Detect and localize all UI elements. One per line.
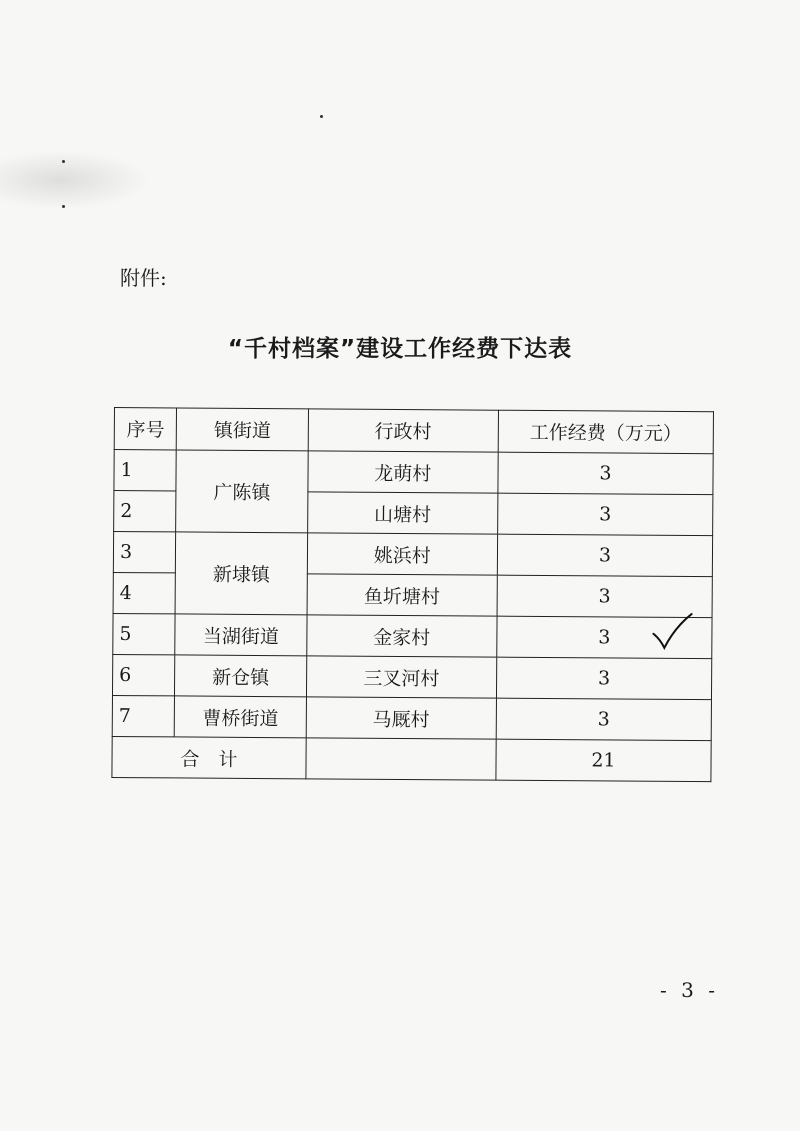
paper-speck xyxy=(320,115,323,118)
fund-value: 3 xyxy=(598,626,611,649)
fund-cell: 3 xyxy=(498,452,713,495)
total-label: 合 计 xyxy=(112,736,306,778)
fund-cell: 3 xyxy=(496,657,711,700)
row-index: 4 xyxy=(113,572,176,613)
town-cell: 新埭镇 xyxy=(176,532,308,615)
fund-cell: 3 xyxy=(497,534,712,577)
village-cell: 金家村 xyxy=(306,615,496,657)
document-title: “千村档案”建设工作经费下达表 xyxy=(227,336,573,362)
paper-speck xyxy=(62,205,65,208)
table-row xyxy=(112,695,711,740)
fund-table xyxy=(111,407,714,782)
total-village-cell xyxy=(306,738,496,780)
row-index: 2 xyxy=(114,491,177,532)
page-number: - 3 - xyxy=(660,978,719,1002)
row-index: 5 xyxy=(113,613,176,654)
village-cell: 龙萌村 xyxy=(308,451,498,493)
row-index: 3 xyxy=(113,532,176,573)
table-row xyxy=(112,654,711,699)
total-row xyxy=(112,736,711,781)
header-village: 行政村 xyxy=(308,409,498,452)
paper-crease xyxy=(0,150,150,210)
header-town: 镇街道 xyxy=(177,408,309,451)
town-cell: 当湖街道 xyxy=(175,614,307,656)
header-index: 序号 xyxy=(114,408,177,450)
fund-cell: 3 xyxy=(496,698,711,741)
table-header-row xyxy=(114,408,713,454)
checkmark-icon xyxy=(649,612,693,652)
town-cell: 新仓镇 xyxy=(175,655,307,697)
total-fund-cell: 21 xyxy=(496,739,711,782)
fund-cell: 3 xyxy=(497,493,712,536)
paper-speck xyxy=(62,160,65,163)
attachment-label: 附件: xyxy=(120,266,167,290)
row-index: 1 xyxy=(114,450,177,491)
village-cell: 马厩村 xyxy=(306,697,496,739)
village-cell: 姚浜村 xyxy=(307,533,497,575)
fund-cell-checked xyxy=(497,616,712,659)
village-cell: 鱼圻塘村 xyxy=(307,574,497,616)
header-fund: 工作经费（万元） xyxy=(498,410,713,454)
village-cell: 三叉河村 xyxy=(306,656,496,698)
row-index: 6 xyxy=(112,654,175,695)
row-index: 7 xyxy=(112,695,175,736)
table-row xyxy=(114,450,713,495)
town-cell: 广陈镇 xyxy=(176,450,308,533)
table-row xyxy=(113,532,712,577)
town-cell: 曹桥街道 xyxy=(175,696,307,738)
village-cell: 山塘村 xyxy=(307,492,497,534)
table-row xyxy=(113,613,712,658)
fund-cell: 3 xyxy=(497,575,712,618)
